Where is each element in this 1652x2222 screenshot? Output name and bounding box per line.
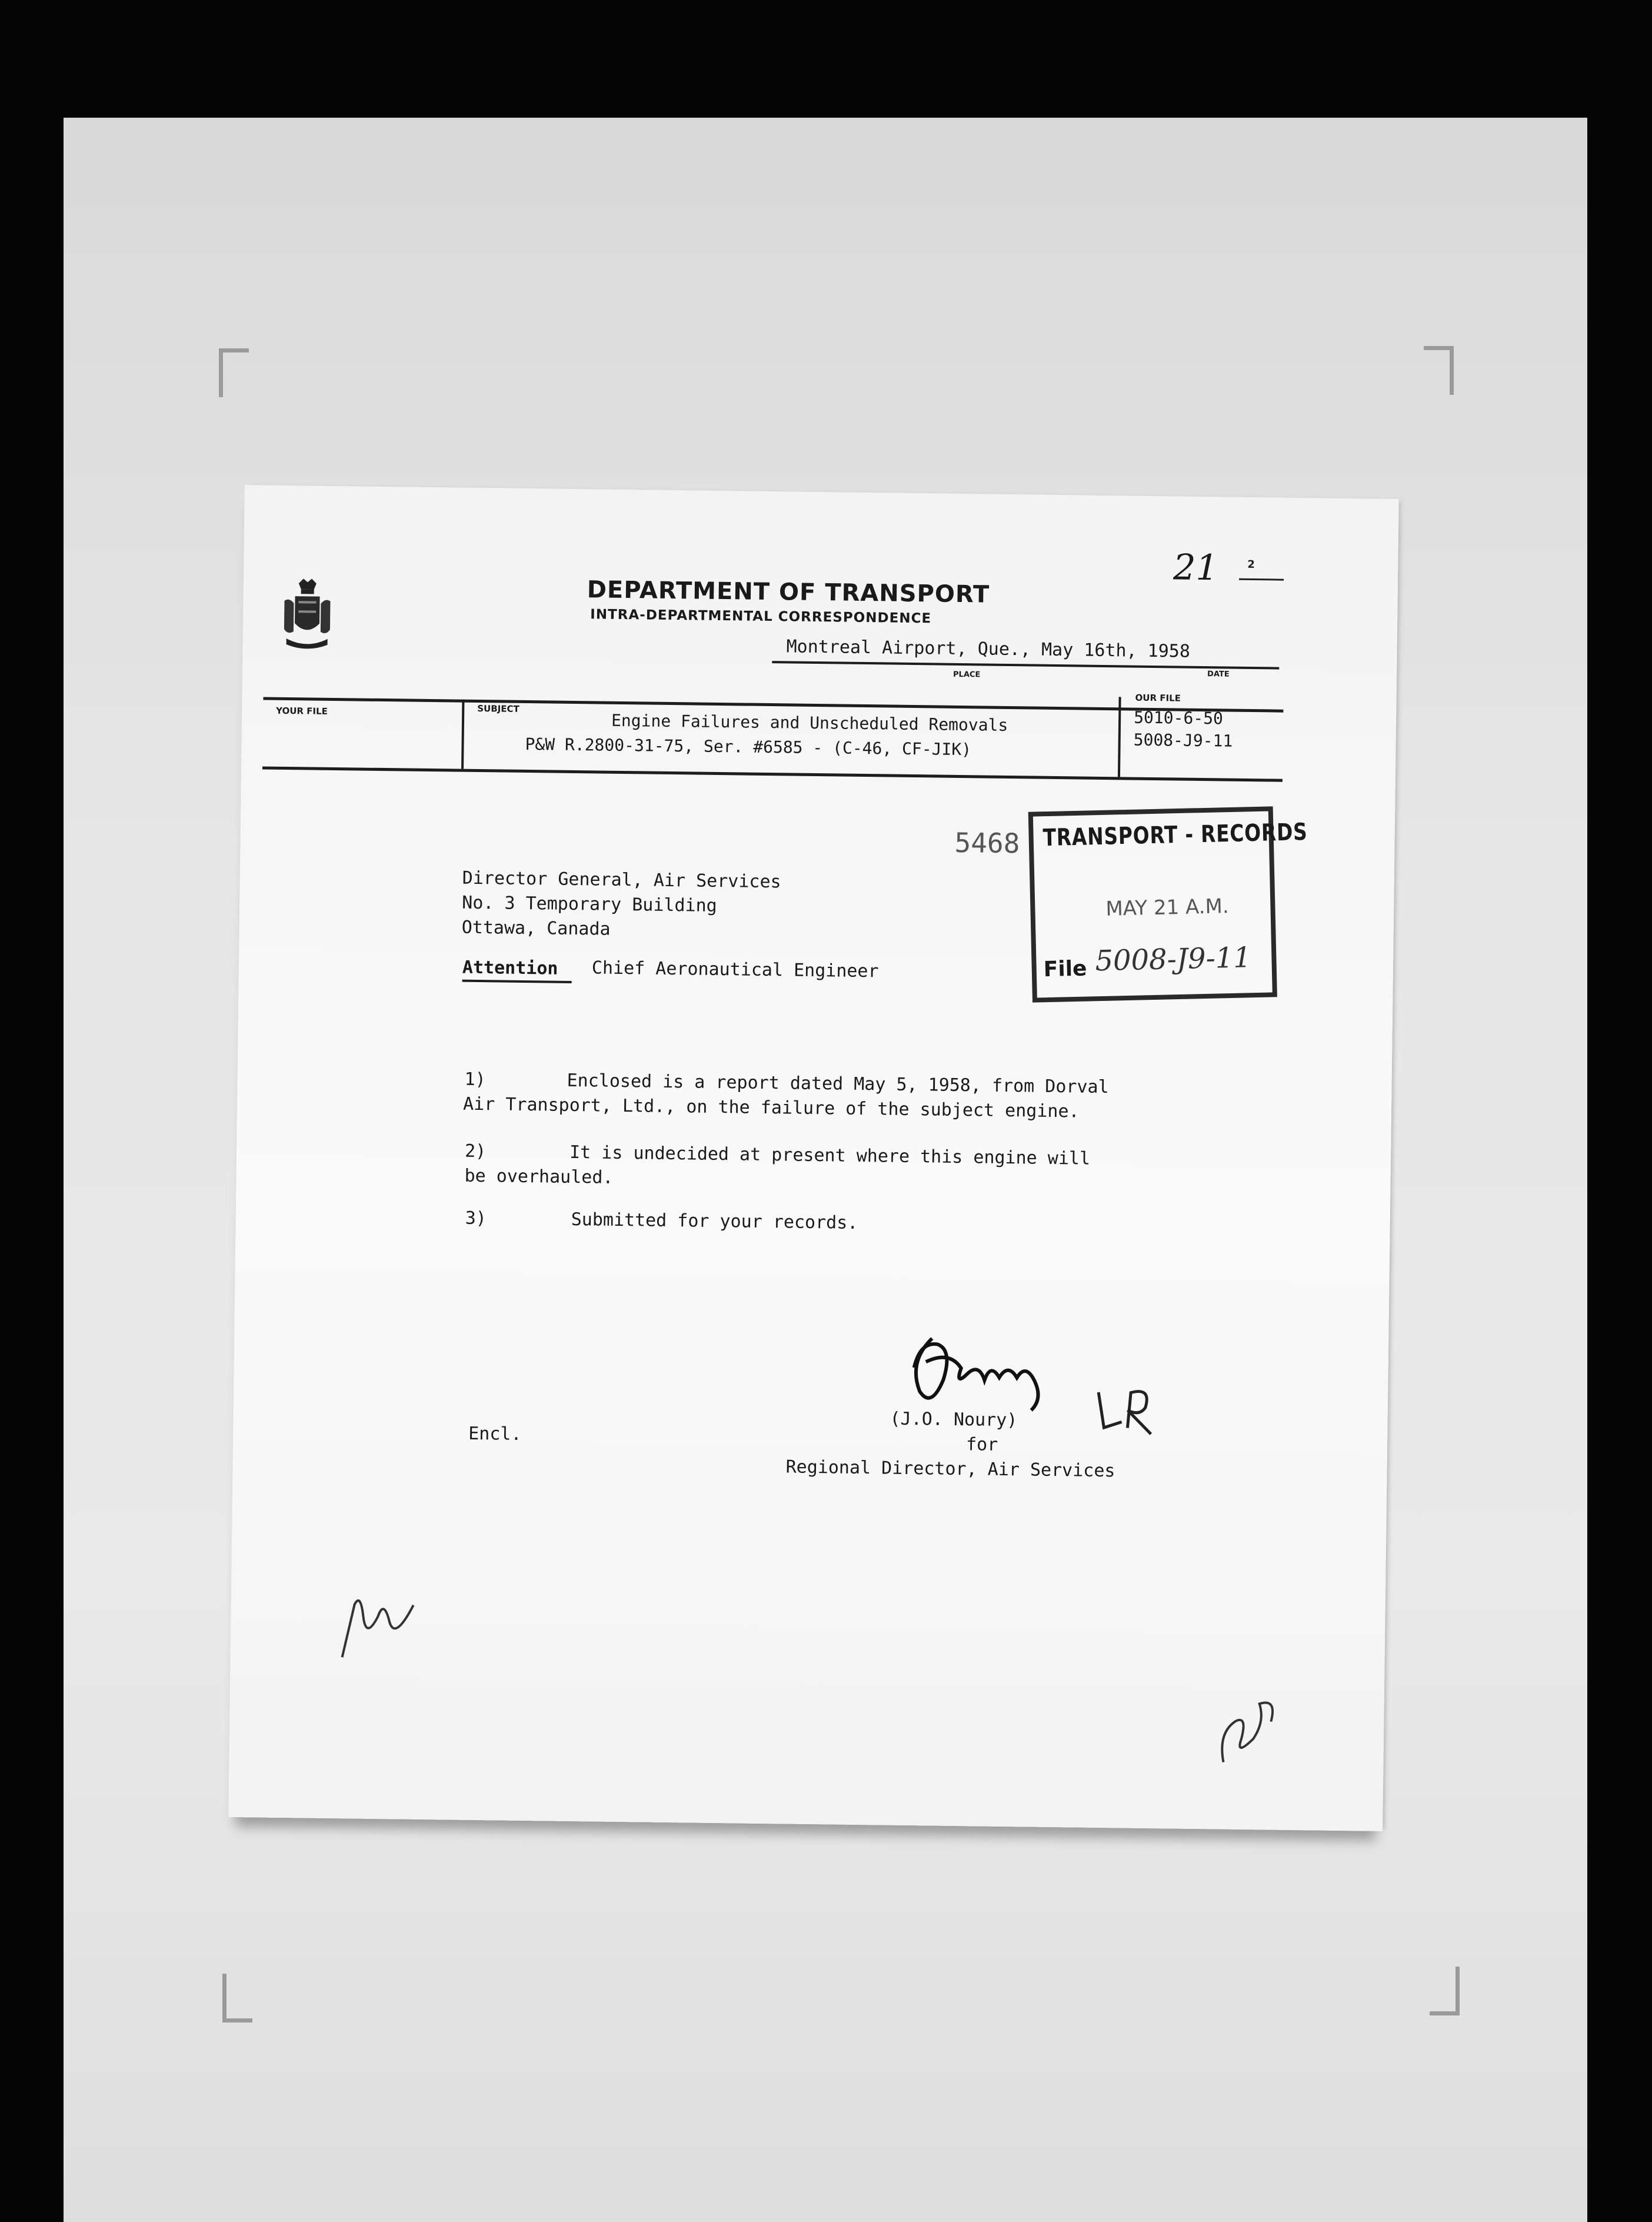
your-file-label: YOUR FILE — [276, 705, 328, 717]
subject-label: SUBJECT — [477, 703, 519, 714]
stamp-file-label: File — [1043, 956, 1087, 982]
coat-of-arms-icon — [280, 577, 334, 653]
crop-mark-bottom-left — [222, 1974, 252, 2023]
header-divider-1 — [461, 700, 464, 769]
page-number: 21 — [1173, 547, 1219, 589]
crop-mark-top-right — [1424, 346, 1454, 395]
signature-noury — [896, 1326, 1091, 1417]
subject-line-2: P&W R.2800-31-75, Ser. #6585 - (C-46, CF-JIK) — [525, 734, 972, 760]
paragraph-1-number: 1) — [464, 1069, 486, 1090]
header-divider-2 — [1118, 697, 1121, 777]
attention-label: Attention — [462, 957, 558, 979]
correspondence-subtitle: INTRA-DEPARTMENTAL CORRESPONDENCE — [590, 607, 932, 627]
header-rule-bottom — [262, 767, 1283, 782]
enclosure-note: Encl. — [468, 1423, 522, 1445]
attention-value: Chief Aeronautical Engineer — [591, 957, 879, 982]
our-file-number-1: 5010-6-50 — [1133, 707, 1224, 729]
date-label: DATE — [1207, 670, 1230, 679]
reference-number: 5468 — [954, 826, 1020, 860]
addressee-line-1: Director General, Air Services — [462, 867, 781, 893]
page-sub-number: 2 — [1247, 558, 1255, 571]
stamp-file-value: 5008-J9-11 — [1094, 941, 1252, 978]
paragraph-2-line-2: be overhauled. — [464, 1165, 614, 1188]
department-title: DEPARTMENT OF TRANSPORT — [587, 576, 990, 608]
records-stamp — [1028, 806, 1308, 1002]
subject-line-1: Engine Failures and Unscheduled Removals — [611, 710, 1008, 735]
our-file-number-2: 5008-J9-11 — [1133, 730, 1233, 751]
handwritten-mark-left — [330, 1581, 425, 1670]
addressee-line-2: No. 3 Temporary Building — [462, 892, 717, 916]
paragraph-2-number: 2) — [464, 1140, 487, 1162]
crop-mark-top-left — [219, 348, 249, 397]
signatory-name: (J.O. Noury) — [890, 1408, 1018, 1431]
header-rule-top — [263, 697, 1283, 713]
paragraph-1-line-1: Enclosed is a report dated May 5, 1958, from Dorval — [567, 1070, 1109, 1098]
place-date-value: Montreal Airport, Que., May 16th, 1958 — [786, 636, 1191, 662]
handwritten-mark-right — [1211, 1685, 1289, 1769]
stamp-title: TRANSPORT - RECORDS — [1043, 819, 1308, 852]
paragraph-3-line-1: Submitted for your records. — [571, 1209, 858, 1233]
stamp-date: MAY 21 A.M. — [1105, 894, 1230, 921]
signatory-for: for — [965, 1434, 998, 1455]
attention-underline — [462, 980, 572, 983]
paragraph-1-line-2: Air Transport, Ltd., on the failure of the subject engine. — [462, 1093, 1080, 1122]
memo-document — [228, 485, 1399, 1831]
paragraph-2-line-1: It is undecided at present where this engine will — [569, 1142, 1091, 1169]
place-label: PLACE — [952, 670, 981, 680]
initials-lr — [1092, 1381, 1163, 1440]
crop-mark-bottom-right — [1430, 1967, 1460, 2015]
page-sub-underline — [1239, 578, 1284, 581]
paragraph-3-number: 3) — [465, 1208, 487, 1229]
our-file-label: OUR FILE — [1135, 692, 1181, 704]
signatory-title: Regional Director, Air Services — [785, 1456, 1115, 1482]
place-date-rule — [772, 661, 1279, 670]
addressee-line-3: Ottawa, Canada — [461, 917, 611, 940]
